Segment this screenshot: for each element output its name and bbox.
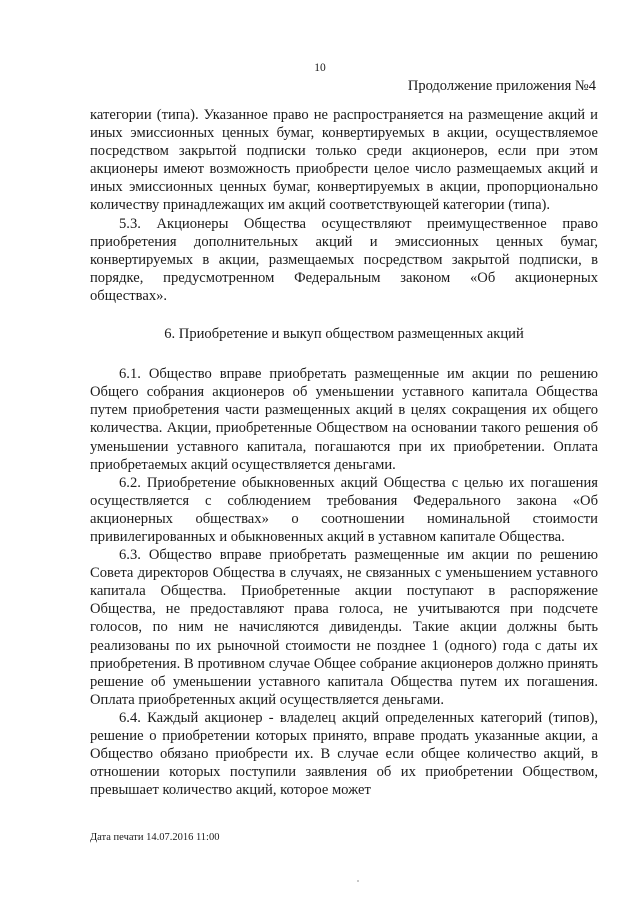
scan-speck [357,880,359,882]
paragraph-6-4: 6.4. Каждый акционер - владелец акций определенных категорий (типов), решение о приобретении которых принято, вправе продать указанные акции, а Общество обязано приобрести их. В случае если общее количество акций, в отношении которых поступили заявления об их приобретении Обществом, превышает количество акций, которое может [90,709,598,799]
page-number: 10 [314,62,326,74]
print-date: Дата печати 14.07.2016 11:00 [90,832,220,843]
paragraph-6-2: 6.2. Приобретение обыкновенных акций Общества с целью их погашения осуществляется с соблюдением требования Федерального закона «Об акционерных обществах» о соотношении номинальной стоимости привилегированных и обыкновенных акций в уставном капитале Общества. [90,474,598,545]
appendix-continuation-note: Продолжение приложения №4 [407,78,596,94]
paragraph-5-3: 5.3. Акционеры Общества осуществляют преимущественное право приобретения дополнительных акций и эмиссионных ценных бумаг, конвертируемых в акции, размещаемых посредством закрытой подписки, в порядке, предусмотренном Федеральным законом «Об акционерных обществах». [90,215,598,304]
paragraph-continuation: категории (типа). Указанное право не распространяется на размещение акций и иных эмиссионных ценных бумаг, конвертируемых в акции, осуществляемое посредством закрытой подписки только среди акционеров, если при этом акционеры имеют возможность приобрести целое число размещаемых акций и иных эмиссионных ценных бумаг, конвертируемых в акции, пропорционально количеству принадлежащих им акций соответствующей категории (типа). [90,107,598,214]
document-body [90,106,598,799]
section-6-heading: 6. Приобретение и выкуп обществом размещенных акций [164,326,524,343]
paragraph-6-3: 6.3. Общество вправе приобретать размещенные им акции по решению Совета директоров Общества в случаях, не связанных с уменьшением уставного капитала Общества. Приобретенные акции поступают в распоряжение Общества, не предоставляют права голоса, не учитываются при подсчете голосов, по ним не начисляются дивиденды. Такие акции должны быть реализованы по их рыночной стоимости не позднее 1 (одного) года с даты их приобретения. В противном случае Общее собрание акционеров должно принять решение об уменьшении уставного капитала Общества путем их погашения. Оплата приобретенных акций осуществляется деньгами. [90,547,598,708]
paragraph-6-1: 6.1. Общество вправе приобретать размещенные им акции по решению Общего собрания акционеров об уменьшении уставного капитала Общества путем приобретения части размещенных акций в целях сокращения их общего количества. Акции, приобретенные Обществом на основании такого решения об уменьшении уставного капитала, погашаются при их приобретении. Оплата приобретаемых акций осуществляется деньгами. [90,366,598,473]
